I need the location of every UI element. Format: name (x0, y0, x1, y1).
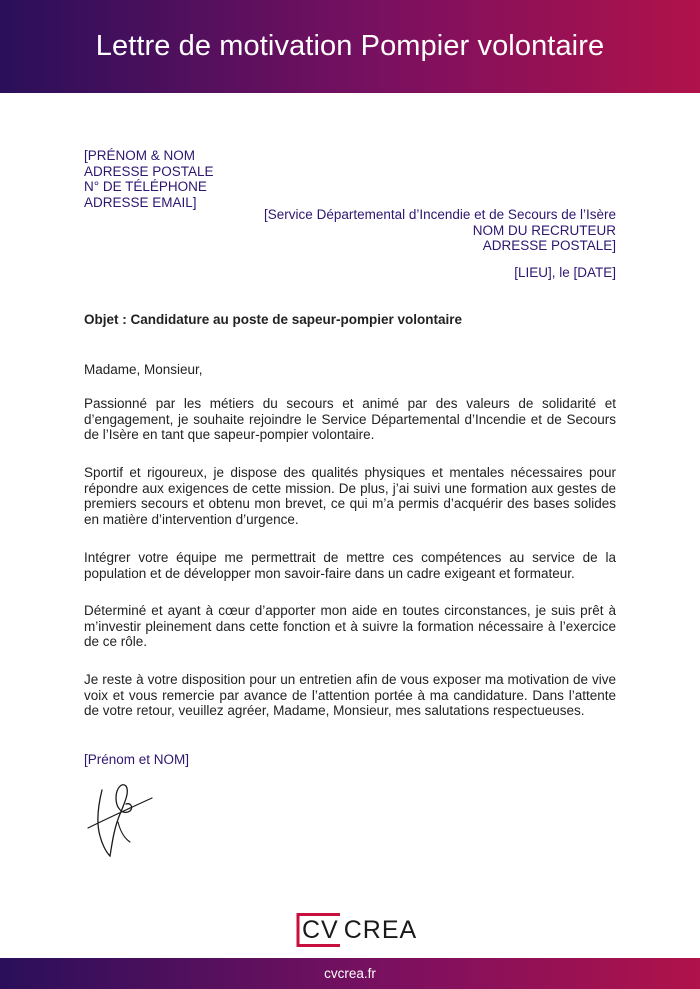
sender-address: ADRESSE POSTALE (84, 163, 214, 179)
handwritten-signature (80, 778, 160, 860)
body-paragraph-5: Je reste à votre disposition pour un entretien afin de vous exposer ma motivation de vive voix et vous remercie par avance de l’attention portée à ma candidature. Dans l’attente de votre retour, veuillez agréer, Madame, Monsieur, mes salutations respectueuses. (84, 672, 616, 719)
page-title: Lettre de motivation Pompier volontaire (95, 30, 605, 62)
place-date: [LIEU], le [DATE] (514, 265, 616, 280)
sender-block (84, 148, 214, 210)
letter-subject: Objet : Candidature au poste de sapeur-pompier volontaire (84, 312, 463, 327)
sender-email: ADRESSE EMAIL] (84, 194, 197, 210)
footer-banner (0, 958, 700, 989)
logo-crea-text: CREA (343, 915, 418, 944)
logo-cv-text: CV (302, 915, 339, 944)
letter-greeting: Madame, Monsieur, (84, 362, 203, 377)
logo-cv-box (296, 913, 342, 947)
body-paragraph-4: Déterminé et ayant à cœur d’apporter mon aide en toutes circonstances, je suis prêt à m’investir pleinement dans cette fonction et à suivre la formation nécessaire à l’exercice de ce rôle. (84, 603, 616, 650)
recipient-block (264, 207, 616, 254)
body-paragraph-2: Sportif et rigoureux, je dispose des qualités physiques et mentales nécessaires pour répondre aux exigences de cette mission. De plus, j’ai suivi une formation aux gestes de premiers secours et obtenu mon brevet, ce qui m’a permis d’acquérir des bases solides en matière d’intervention d’urgence. (84, 465, 616, 528)
recipient-recruiter: NOM DU RECRUTEUR (472, 222, 616, 238)
header-banner (0, 0, 700, 93)
body-paragraph-1: Passionné par les métiers du secours et animé par des valeurs de solidarité et d’engagement, je souhaite rejoindre le Service Départemental d’Incendie et de Secours de l’Isère en tant que sapeur-pompier volontaire. (84, 396, 616, 443)
footer-url[interactable]: cvcrea.fr (324, 966, 376, 981)
signature-name: [Prénom et NOM] (84, 752, 190, 767)
recipient-organization: [Service Départemental d’Incendie et de Secours de l’Isère (264, 207, 616, 222)
body-paragraph-3: Intégrer votre équipe me permettrait de mettre ces compétences au service de la population et de développer mon savoir-faire dans un cadre exigeant et formateur. (84, 550, 616, 581)
recipient-address: ADRESSE POSTALE] (482, 238, 616, 254)
sender-phone: N° DE TÉLÉPHONE (84, 179, 207, 195)
sender-name: [PRÉNOM & NOM (84, 148, 196, 163)
cvcrea-logo (296, 912, 417, 948)
